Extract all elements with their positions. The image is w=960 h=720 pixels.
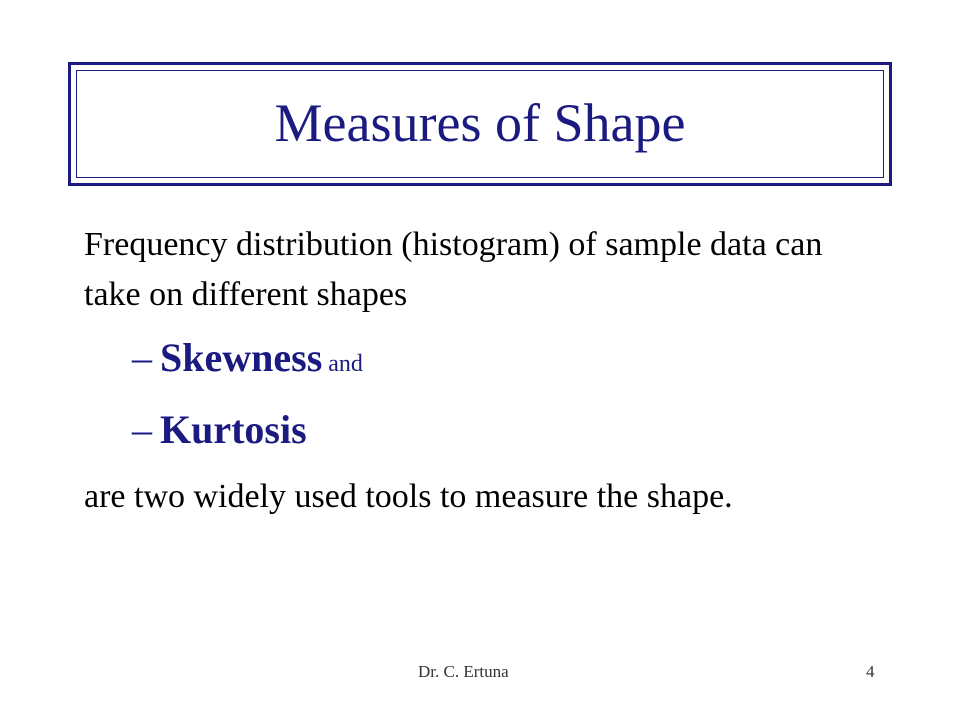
term-skewness: Skewness xyxy=(160,335,323,380)
intro-paragraph: Frequency distribution (histogram) of sample data can take on different shapes xyxy=(84,226,823,313)
title-frame xyxy=(68,62,892,186)
slide-title: Measures of Shape xyxy=(274,93,686,153)
bullet-kurtosis xyxy=(132,405,307,455)
closing-paragraph: are two widely used tools to measure the shape. xyxy=(84,478,733,515)
bullet-dash: – xyxy=(132,407,152,452)
footer-author: Dr. C. Ertuna xyxy=(418,662,509,681)
term-kurtosis: Kurtosis xyxy=(160,407,307,452)
title-frame-inner xyxy=(76,70,884,178)
footer-page-number: 4 xyxy=(866,662,875,681)
bullet-dash: – xyxy=(132,335,152,380)
bullet-skewness xyxy=(132,333,363,389)
bullet-connector: and xyxy=(322,351,363,377)
